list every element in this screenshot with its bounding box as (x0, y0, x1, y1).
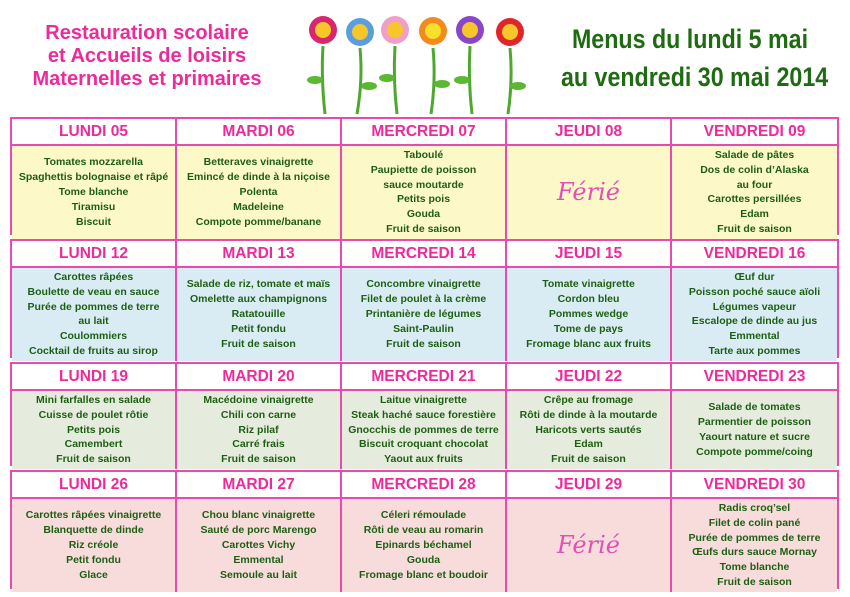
menu-dish: Mini farfalles en salade (36, 394, 151, 406)
menu-dish: Légumes vapeur (712, 300, 797, 313)
week-row (10, 470, 839, 589)
menu-dish: Boulette de veau en sauce (27, 285, 160, 298)
day-name: MERCREDI 14 (342, 241, 505, 268)
menu-dish: Rôti de dinde à la moutarde (519, 408, 658, 421)
menu-items (177, 146, 340, 239)
menu-dish: Yaout aux fruits (384, 453, 463, 466)
menu-dish: Edam (574, 438, 603, 451)
menu-dish: Cuisse de poulet rôtie (38, 408, 149, 421)
menu-dish: Carottes Vichy (221, 538, 296, 551)
menu-dish: Carottes persillées (707, 193, 802, 206)
menu-dish: Biscuit croquant chocolat (359, 438, 488, 451)
menu-dish: Gouda (406, 553, 441, 566)
day-cell (342, 364, 507, 469)
day-cell (507, 119, 672, 239)
menu-dish: Œuf dur (734, 271, 775, 283)
day-cell (342, 119, 507, 239)
menu-dish: Escalope de dinde au jus (691, 315, 818, 328)
menu-items (12, 499, 175, 592)
menu-dish: Petit fondu (66, 553, 121, 566)
day-cell (177, 241, 342, 361)
day-name: JEUDI 15 (507, 241, 670, 268)
menu-dish: Steak haché sauce forestière (351, 408, 496, 421)
menu-dish: Taboulé (403, 149, 444, 161)
menu-dish: Emmental (233, 553, 284, 566)
menu-dish: Macédoine vinaigrette (203, 394, 314, 406)
menu-dish: Cocktail de fruits au sirop (29, 344, 158, 357)
menu-dish: sauce moutarde (383, 178, 464, 191)
week-row (10, 117, 839, 235)
menu-dish: Omelette aux champignons (189, 293, 328, 306)
day-name: MERCREDI 28 (342, 472, 505, 499)
week-row (10, 362, 839, 466)
menu-dish: Camembert (64, 438, 123, 451)
menu-dish: Cordon bleu (557, 293, 620, 306)
holiday-label: Férié (557, 178, 620, 207)
menu-dish: Biscuit (75, 215, 111, 228)
day-name: LUNDI 12 (12, 241, 175, 268)
flower-icon (496, 18, 526, 114)
menu-dish: Paupiette de poisson (370, 163, 477, 176)
menu-items (342, 268, 505, 361)
day-name: VENDREDI 30 (672, 472, 837, 499)
menu-dish: Fruit de saison (386, 222, 461, 235)
menu-dish: Pommes wedge (548, 307, 629, 320)
day-cell (177, 119, 342, 239)
menu-items (507, 146, 670, 239)
menu-dish: Tiramisu (71, 200, 116, 213)
menu-items (672, 391, 837, 469)
menu-dish: Tome de pays (553, 322, 624, 335)
menu-dish: Fromage blanc aux fruits (526, 337, 651, 350)
day-name: VENDREDI 16 (672, 241, 837, 268)
menu-dish: Gouda (406, 208, 441, 221)
menu-dish: Œufs durs sauce Mornay (692, 546, 817, 559)
menu-dish: Poisson poché sauce aïoli (688, 285, 821, 298)
menu-dish: Dos de colin d’Alaska (700, 163, 809, 176)
menu-items (672, 146, 837, 239)
day-name: MARDI 13 (177, 241, 340, 268)
menu-dish: Fromage blanc et boudoir (359, 568, 488, 581)
menu-dish: Parmentier de poisson (697, 416, 812, 429)
menu-dish: Céleri rémoulade (380, 509, 467, 522)
menu-dish: Crêpe au fromage (543, 394, 634, 406)
menu-dish: Tomate vinaigrette (542, 278, 635, 291)
menu-dish: Carottes râpées (53, 271, 134, 283)
organization-title (12, 22, 282, 91)
menu-dish: Fruit de saison (221, 453, 296, 466)
menu-period-line: Menus du lundi 5 mai (571, 24, 809, 54)
menu-dish: Madeleine (233, 200, 284, 213)
day-cell (507, 472, 672, 592)
day-name: VENDREDI 09 (672, 119, 837, 146)
menu-dish: Sauté de porc Marengo (200, 524, 317, 537)
menu-dish: Concombre vinaigrette (366, 278, 481, 291)
menu-dish: Fruit de saison (717, 222, 792, 235)
menu-dish: Fruit de saison (717, 575, 792, 588)
day-name: VENDREDI 23 (672, 364, 837, 391)
menu-dish: Haricots verts sautés (535, 423, 642, 436)
menu-dish: Emincé de dinde à la niçoise (187, 171, 330, 184)
menu-dish: Rôti de veau au romarin (363, 524, 484, 537)
menu-period-line: au vendredi 30 mai 2014 (561, 62, 829, 92)
menu-dish: Carré frais (232, 438, 285, 451)
day-cell (342, 472, 507, 592)
menu-dish: Gnocchis de pommes de terre (348, 423, 499, 436)
day-cell (342, 241, 507, 361)
day-name: LUNDI 19 (12, 364, 175, 391)
menu-dish: Saint-Paulin (393, 322, 454, 335)
menu-dish: Betteraves vinaigrette (203, 156, 314, 169)
menu-dish: Fruit de saison (386, 337, 461, 350)
day-cell (507, 241, 672, 361)
day-name: LUNDI 26 (12, 472, 175, 499)
menu-dish: au lait (78, 315, 109, 328)
menu-dish: Riz créole (68, 538, 119, 551)
day-name: LUNDI 05 (12, 119, 175, 146)
day-cell (12, 364, 177, 469)
menu-dish: Fruit de saison (221, 337, 296, 350)
day-cell (672, 119, 837, 239)
menu-items (342, 391, 505, 469)
menu-items (507, 499, 670, 592)
day-name: MARDI 27 (177, 472, 340, 499)
day-cell (672, 472, 837, 592)
menu-dish: Filet de poulet à la crème (360, 293, 487, 306)
day-cell (672, 364, 837, 469)
menu-items (342, 146, 505, 239)
menu-period-title (561, 20, 829, 96)
flower-icon (307, 16, 337, 114)
organization-title-line: Maternelles et primaires (32, 68, 262, 90)
menu-dish: Carottes râpées vinaigrette (25, 509, 162, 522)
flower-icon (346, 18, 377, 114)
menu-dish: Laitue vinaigrette (380, 394, 467, 406)
menu-dish: Ratatouille (231, 307, 286, 320)
menu-dish: Purée de pommes de terre (688, 531, 821, 544)
menu-dish: Glace (79, 568, 108, 581)
day-cell (177, 364, 342, 469)
day-name: JEUDI 22 (507, 364, 670, 391)
menu-dish: Semoule au lait (219, 568, 298, 581)
menu-dish: Tome blanche (719, 561, 790, 574)
menu-items (12, 268, 175, 361)
menu-items (342, 499, 505, 592)
organization-title-line: Restauration scolaire (45, 22, 249, 44)
menu-dish: Yaourt nature et sucre (699, 430, 810, 443)
menu-dish: Fruit de saison (551, 453, 626, 466)
day-cell (12, 119, 177, 239)
flower-icon (454, 16, 484, 114)
day-name: JEUDI 29 (507, 472, 670, 499)
day-name: MERCREDI 21 (342, 364, 505, 391)
menu-dish: Tomates mozzarella (43, 156, 143, 169)
menu-items (507, 268, 670, 361)
menu-items (177, 268, 340, 361)
menu-dish: Salade de riz, tomate et maïs (186, 278, 331, 291)
menu-items (12, 391, 175, 469)
menu-dish: Blanquette de dinde (43, 524, 144, 537)
menu-dish: Tome blanche (58, 185, 129, 198)
menu-dish: Printanière de légumes (365, 307, 482, 320)
flower-icon (379, 16, 409, 114)
menu-items (12, 146, 175, 239)
day-name: MARDI 06 (177, 119, 340, 146)
menu-items (672, 499, 837, 592)
menu-dish: Filet de colin pané (708, 516, 801, 529)
menu-dish: Salade de tomates (708, 401, 801, 414)
menu-items (672, 268, 837, 361)
menu-dish: Petits pois (396, 193, 451, 206)
menu-dish: Chou blanc vinaigrette (201, 509, 316, 522)
menu-dish: Radis croq’sel (718, 502, 791, 514)
day-cell (507, 364, 672, 469)
menu-dish: Petit fondu (231, 322, 286, 335)
day-name: MARDI 20 (177, 364, 340, 391)
menu-dish: Spaghettis bolognaise et râpé (18, 171, 169, 184)
menu-dish: Coulommiers (59, 330, 128, 343)
week-row (10, 239, 839, 358)
menu-dish: Purée de pommes de terre (27, 300, 160, 313)
menu-dish: au four (736, 178, 773, 191)
day-cell (177, 472, 342, 592)
menu-dish: Riz pilaf (238, 423, 279, 436)
menu-dish: Fruit de saison (56, 453, 131, 466)
menu-dish: Salade de pâtes (714, 149, 795, 161)
day-cell (672, 241, 837, 361)
day-cell (12, 472, 177, 592)
menu-dish: Compote pomme/banane (195, 215, 322, 228)
menu-items (177, 499, 340, 592)
menu-dish: Emmental (729, 330, 780, 343)
menu-items (177, 391, 340, 469)
menu-dish: Polenta (239, 185, 278, 198)
flower-icon (419, 17, 450, 114)
holiday-label: Férié (557, 531, 620, 560)
menu-dish: Chili con carne (220, 408, 297, 421)
menu-items (507, 391, 670, 469)
day-name: JEUDI 08 (507, 119, 670, 146)
day-name: MERCREDI 07 (342, 119, 505, 146)
menu-dish: Compote pomme/coing (696, 445, 813, 458)
menu-dish: Tarte aux pommes (708, 344, 801, 357)
flowers-illustration (305, 8, 535, 116)
menu-dish: Epinards béchamel (375, 538, 472, 551)
menu-dish: Edam (740, 208, 769, 221)
day-cell (12, 241, 177, 361)
menu-dish: Petits pois (66, 423, 121, 436)
organization-title-line: et Accueils de loisirs (47, 45, 247, 67)
